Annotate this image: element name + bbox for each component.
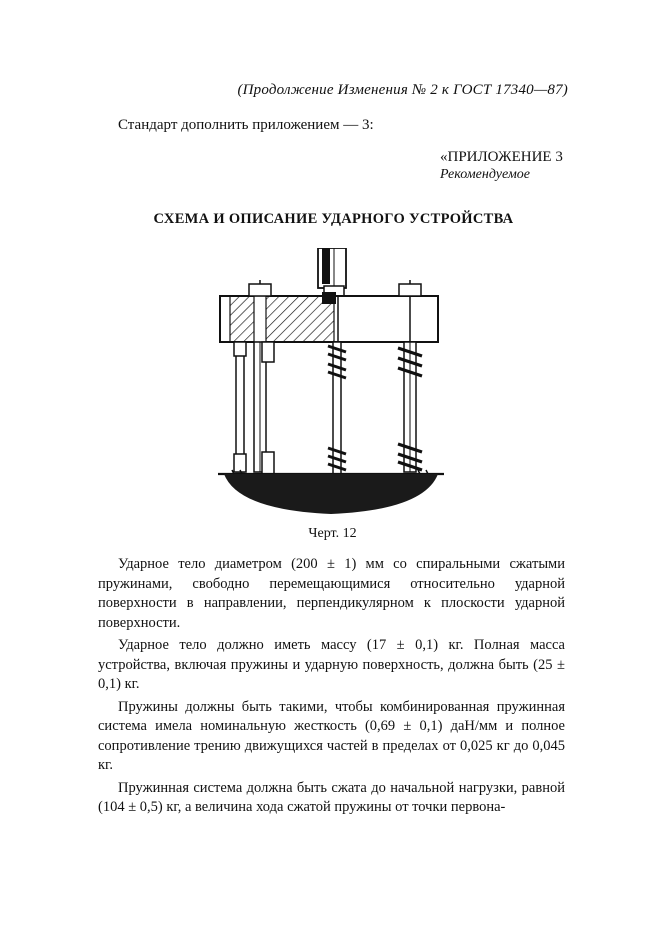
impact-surface [218,470,444,514]
crossbar [220,292,438,342]
middle-spring [328,342,346,474]
paragraph: Пружинная система должна быть сжата до начальной нагрузки, равной (104 ± 0,5) кг, а величина хода сжатой пружины от точки первона- [98,779,565,815]
appendix-label-block [440,148,563,184]
impact-device-drawing [218,248,444,516]
body-text [98,555,565,821]
appendix-label: «ПРИЛОЖЕНИЕ 3 [440,149,563,165]
appendix-status: Рекомендуемое [440,167,530,182]
section-title: СХЕМА И ОПИСАНИЕ УДАРНОГО УСТРОЙСТВА [153,211,514,227]
intro-text: Стандарт дополнить приложением — 3: [118,117,374,133]
paragraph: Ударное тело диаметром (200 ± 1) мм со спиральными сжатыми пружинами, свободно перемещающимися относительно ударной поверхности в направлении, перпендикулярном к плоскости ударной поверхности. [98,556,565,631]
figure-caption: Черт. 12 [308,526,357,541]
paragraph: Ударное тело должно иметь массу (17 ± 0,1) кг. Полная масса устройства, включая пружины и ударную поверхность, должна быть (25 ± 0,1) кг. [98,637,565,692]
top-rod [318,248,346,296]
header-continuation: (Продолжение Изменения № 2 к ГОСТ 17340—87) [237,82,568,98]
paragraph: Пружины должны быть такими, чтобы комбинированная пружинная система имела номинальную жесткость (0,69 ± 0,1) даН/мм и полное сопротивление трению движущихся частей в пределах от 0,025 кг до 0,045 кг. [98,698,565,773]
